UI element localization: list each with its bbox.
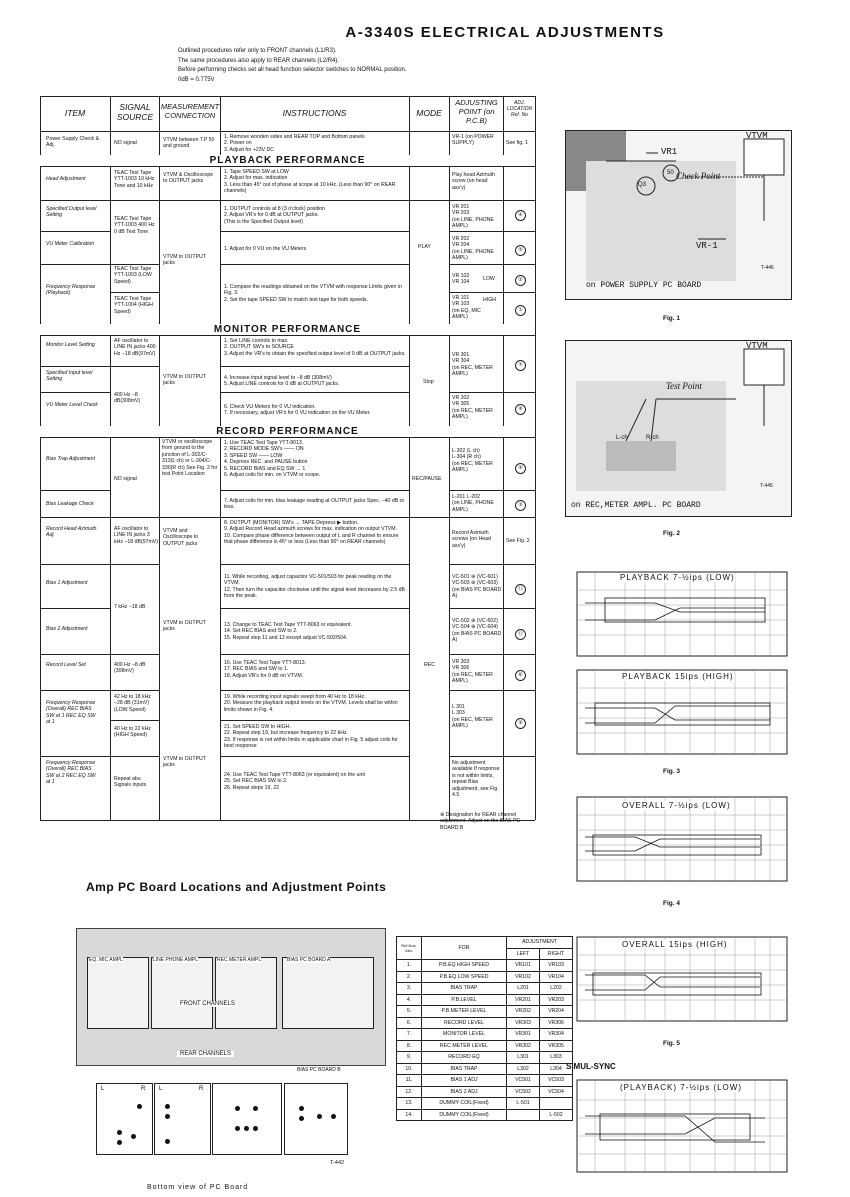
header-item: ITEM xyxy=(64,108,86,118)
loc-reclevel: ⑥ xyxy=(515,670,526,681)
fig2-test-point: Test Point xyxy=(666,381,702,391)
board-rec-meter xyxy=(215,957,277,1029)
instr-vumeter: 1. Adjust for 0 VU on the VU Meters xyxy=(224,246,307,252)
conn-recazi: VTVM and Oscilloscope to OUTPUT jacks xyxy=(163,528,199,547)
item-freq-playback: Frequency Response (Playback) xyxy=(46,284,96,297)
board-bias-a xyxy=(282,957,374,1029)
loc-biastrap: ⑨ xyxy=(515,463,526,474)
figure-4-label: Fig. 4 xyxy=(663,900,680,907)
ref-cell: 4. xyxy=(397,994,422,1006)
right-cell: VR203 xyxy=(540,994,573,1006)
for-cell: DUMMY COIL(Fixed) xyxy=(422,1098,507,1110)
item-specified-output: Specified Output level Setting xyxy=(46,206,97,219)
table-row xyxy=(397,1040,573,1052)
pin xyxy=(235,1126,240,1131)
amp-section-title: Amp PC Board Locations and Adjustment Points xyxy=(86,880,387,894)
bias-board-b-label: BIAS PC BOARD B xyxy=(297,1067,341,1073)
instr-power: 1. Remove wooden sides and REAR TOP and Bottom panels 2. Power on 3. Adjust for +23V DC xyxy=(224,134,365,153)
ref-cell: 10. xyxy=(397,1063,422,1075)
figure-5-label: Fig. 5 xyxy=(663,1040,680,1047)
conn-head: VTVM & Oscilloscope to OUTPUT jacks xyxy=(163,172,214,185)
left-cell: VR201 xyxy=(507,994,540,1006)
figure-1-photo xyxy=(565,130,792,300)
figure-2-label: Fig. 2 xyxy=(663,530,680,537)
header-measurement: MEASUREMENT CONNECTION xyxy=(160,102,220,120)
figure-3-label: Fig. 3 xyxy=(663,768,680,775)
instr-freqrec-1: 19. While recording input signals swept from 40 Hz to 18 kHz. 20. Measure the playback output levels on the VTVM, Levels shall be within limits shown in Fig. 4. xyxy=(224,694,398,713)
left-cell: L-501 xyxy=(507,1098,540,1110)
adj-input: VR 301 VR 304 (on REC, METER AMPL) xyxy=(452,352,493,378)
pin xyxy=(165,1104,170,1109)
signal-head: TEAC Test Tape YTT-1003 10 kHz Tone and 10 kHz xyxy=(114,170,155,189)
section-record: RECORD PERFORMANCE xyxy=(40,426,535,437)
signal-freqrec2: Repeat abv. Signals inputs xyxy=(114,776,147,789)
pin xyxy=(299,1106,304,1111)
bottom-board-3 xyxy=(212,1083,282,1155)
figure-2-photo xyxy=(565,340,792,517)
right-cell: L-502 xyxy=(540,1109,573,1121)
fig1-code: T-446 xyxy=(761,265,774,271)
left-cell: VR302 xyxy=(507,1040,540,1052)
left-cell: VR301 xyxy=(507,1029,540,1041)
table-row xyxy=(397,1017,573,1029)
table-row xyxy=(397,983,573,995)
pin xyxy=(317,1114,322,1119)
ref-cell: 12. xyxy=(397,1086,422,1098)
signal-recazi: AF oscillator to LINE IN jacks 3 kHz −18 dB(97mV) xyxy=(114,526,158,545)
for-cell: DUMMY COIL(Fixed) xyxy=(422,1109,507,1121)
for-cell: P.B.EQ LOW SPEED xyxy=(422,971,507,983)
table-row xyxy=(397,1006,573,1018)
for-cell: P.B.LEVEL xyxy=(422,994,507,1006)
col-adjustment: ADJUSTMENT xyxy=(507,937,573,949)
signal-specified: TEAC Test Tape YTT-1003 400 Hz 0 dB Test Tone xyxy=(114,216,155,235)
header-instructions: INSTRUCTIONS xyxy=(282,108,347,118)
board-line-phone xyxy=(151,957,213,1029)
adj-head: Play head Azimuth screw (on head ass'y) xyxy=(452,172,495,191)
left-cell: VC501 xyxy=(507,1075,540,1087)
figure-2-drawing xyxy=(566,341,791,516)
left-cell: L301 xyxy=(507,1052,540,1064)
adj-vulevel: VR 302 VR 305 (on REC, METER AMPL) xyxy=(452,395,493,421)
board-label-bias-a: BIAS PC BOARD A xyxy=(287,957,331,963)
intro-text xyxy=(178,47,407,85)
for-cell: P.B.METER LEVEL xyxy=(422,1006,507,1018)
item-bias-leakage: Bias Leakage Check xyxy=(46,501,94,507)
adj-freq-high: VR 101 VR 103 (on EQ, MIC AMPL) xyxy=(452,295,481,321)
loc-recazi: See Fig. 2 xyxy=(506,538,530,544)
adj-reclevel: VR 303 VR 306 (on REC, METER AMPL) xyxy=(452,659,493,685)
rear-channels-label: REAR CHANNELS xyxy=(177,1051,234,1057)
graph-simul-sync xyxy=(565,1078,790,1178)
right-cell: VR306 xyxy=(540,1017,573,1029)
page-title: A-3340S ELECTRICAL ADJUSTMENTS xyxy=(345,24,665,41)
loc-freqrec: ⑨ xyxy=(515,718,526,729)
adj-biastrap: L-302 (L ch) L-304 (R ch) (on REC, METER AMPL) xyxy=(452,448,493,474)
ref-cell: 7. xyxy=(397,1029,422,1041)
item-record-azimuth: Record Head Azimuth Adj. xyxy=(46,526,97,539)
adj-bias1: VC-501 ⊕ (VC-601) VC-503 ⊕ (VC-603) (on BIAS PC BOARD A) xyxy=(452,574,502,600)
left-cell: VR101 xyxy=(507,960,540,972)
for-cell: P.B.EQ HIGH SPEED xyxy=(422,960,507,972)
item-head-adjustment: Head Adjustment xyxy=(46,176,86,182)
table-row xyxy=(397,1029,573,1041)
instr-bias2: 13. Change to TEAC Test Tape YTT-8063 or equivalent. 14. Set REC BIAS and SW to 2. 15. Repeat step 11 and 12 except adjust VC-502/504. xyxy=(224,622,352,641)
section-playback: PLAYBACK PERFORMANCE xyxy=(40,155,535,166)
pin xyxy=(117,1140,122,1145)
right-cell: VR104 xyxy=(540,971,573,983)
conn-power: VTVM between T.P 50 and ground xyxy=(163,137,215,150)
board-label-eq-mic: EQ, MIC AMPL xyxy=(89,957,123,963)
intro-line: 0dB = 0.775V xyxy=(178,76,215,83)
bottom-board-2 xyxy=(154,1083,211,1155)
right-cell: VR305 xyxy=(540,1040,573,1052)
board-eq-mic xyxy=(87,957,149,1029)
adjustment-table xyxy=(40,96,535,820)
fig2-caption: on REC,METER AMPL. PC BOARD xyxy=(571,501,701,510)
instr-freqrec2: 24. Use TEAC Test Tape YTT-8063 (or equivalent) on the unit 25. Set REC BIAS SW to 2. 26. Repeat steps 19, 22 xyxy=(224,772,365,791)
for-cell: BIAS TRAP xyxy=(422,1063,507,1075)
loc-specified: ④ xyxy=(515,210,526,221)
graph-playback-high xyxy=(565,668,790,760)
pin xyxy=(235,1106,240,1111)
for-cell: BIAS TRAP xyxy=(422,983,507,995)
ref-cell: 5. xyxy=(397,1006,422,1018)
pin xyxy=(165,1139,170,1144)
right-cell: VC504 xyxy=(540,1086,573,1098)
ref-cell: 14. xyxy=(397,1109,422,1121)
conn-bias: VTVM to OUTPUT jacks xyxy=(163,620,206,633)
adj-specified: VR 201 VR 203 (on LINE, PHONE AMPL) xyxy=(452,204,494,230)
right-cell: L202 xyxy=(540,983,573,995)
right-cell: VC503 xyxy=(540,1075,573,1087)
board-label-line-phone: LINE PHONE AMPL xyxy=(153,957,199,963)
bottom-2-r: R xyxy=(199,1086,204,1092)
loc-freq-low: ② xyxy=(515,275,526,286)
fig1-tp50: 50 xyxy=(667,170,674,176)
adj-biasleak: L-201 L-202 (on LINE, PHONE AMPL) xyxy=(452,494,494,513)
fig2-code: T-445 xyxy=(760,483,773,489)
item-monitor-level: Monitor Level Setting xyxy=(46,342,95,348)
adjustment-location-table xyxy=(396,936,573,1121)
left-cell: L302 xyxy=(507,1063,540,1075)
ref-cell: 3. xyxy=(397,983,422,995)
table-row xyxy=(397,960,573,972)
item-input-level: Specified Input level Setting xyxy=(46,370,93,383)
loc-freq-high: ① xyxy=(515,305,526,316)
right-cell: VR304 xyxy=(540,1029,573,1041)
loc-bias2: ⑫ xyxy=(515,629,526,640)
graph-overall-low-title: OVERALL 7-½ips (LOW) xyxy=(622,801,731,810)
item-freq-overall-2: Frequency Response (Overall) REC BIAS SW at 2 REC EQ SW at 1 xyxy=(46,760,96,786)
bottom-board-1 xyxy=(96,1083,153,1155)
pin xyxy=(165,1114,170,1119)
ref-cell: 13. xyxy=(397,1098,422,1110)
col-ref: Ref.Nos. Abv. xyxy=(397,937,422,960)
bottom-view-caption: Bottom view of PC Board xyxy=(147,1184,249,1191)
adj-vumeter: VR 202 VR 204 (on LINE, PHONE AMPL) xyxy=(452,236,494,262)
left-cell: VR102 xyxy=(507,971,540,983)
instr-biastrap: 1. Use TEAC Test Tape YTT-8013. 2. RECORD MODE SW's —— ON 3. SPEED SW —— LOW 4. Depress REC. and PAUSE button 5. RECORD BIAS and EQ SW → 1 6. Adjust coils for min. on VTVM or scope. xyxy=(224,440,321,479)
conn-freqrec: VTVM to OUTPUT jacks xyxy=(163,756,206,769)
item-bias1: Bias 1 Adjustment xyxy=(46,580,88,586)
graph-playback-low-title: PLAYBACK 7-½ips (LOW) xyxy=(620,573,735,582)
intro-line: The same procedures also apply to REAR channels (L2/R4). xyxy=(178,57,340,64)
pin xyxy=(117,1130,122,1135)
fig2-lch: L-ch xyxy=(616,435,628,441)
ref-cell: 8. xyxy=(397,1040,422,1052)
bottom-1-r: R xyxy=(141,1086,146,1092)
table-row xyxy=(397,1086,573,1098)
pin xyxy=(244,1126,249,1131)
table-row xyxy=(397,971,573,983)
col-right: RIGHT xyxy=(540,948,573,960)
pin xyxy=(253,1106,258,1111)
instr-reclevel: 16. Use TEAC Test Tape YTT-8013. 17. REC BIAS and SW to 1. 18. Adjust VR's for 0 dB on VTVM. xyxy=(224,660,307,679)
header-mode: MODE xyxy=(416,108,442,118)
for-cell: RECORD EQ xyxy=(422,1052,507,1064)
signal-power: NO signal xyxy=(114,140,137,146)
instr-freq: 1. Compare the readings obtained on the VTVM with response Limits given in Fig. 3. 2. Set the tape SPEED SW to match test tape for both speeds. xyxy=(224,284,402,303)
instr-bias1: 11. While recording, adjust capacitor VC-501/503 for peak reading on the VTVM. 12. Then turn the capacitor clockwise until the signal level decreases by 2.5 dB from the peak. xyxy=(224,574,405,600)
right-cell: L303 xyxy=(540,1052,573,1064)
signal-freqrec-low: 42 Hz to 18 kHz −28 dB (31mV) (LOW Speed) xyxy=(114,694,151,713)
for-cell: BIAS 2 ADJ xyxy=(422,1086,507,1098)
figure-1-drawing xyxy=(566,131,791,299)
table-row xyxy=(397,1063,573,1075)
signal-reclevel: 400 Hz −8 dB (308mV) xyxy=(114,662,146,675)
item-power-supply: Power Supply Check & Adj. xyxy=(46,136,100,149)
loc-vulevel: ⑧ xyxy=(515,404,526,415)
mode-play: PLAY xyxy=(418,244,431,250)
conn-monitor: VTVM to OUTPUT jacks xyxy=(163,374,206,387)
intro-line: Outlined procedures refer only to FRONT channels (L1/R3). xyxy=(178,48,337,54)
mode-stop: Stop xyxy=(423,379,434,385)
signal-freqrec-high: 40 Hz to 22 kHz (HIGH Speed) xyxy=(114,726,151,739)
adj-recazi: Record Azimuth screws (on Head ass'y) xyxy=(452,530,491,549)
bottom-1-l: L xyxy=(101,1086,105,1092)
for-cell: MONITOR LEVEL xyxy=(422,1029,507,1041)
instr-biasleak: 7. Adjust coils for min. bias leakage reading at OUTPUT jacks Spec. −40 dB or less. xyxy=(224,498,405,511)
col-for: FOR xyxy=(422,937,507,960)
graph-overall-high-title: OVERALL 15ips (HIGH) xyxy=(622,940,728,949)
signal-freq-low: TEAC Test Tape YTT-1003 (LOW Speed) xyxy=(114,266,152,285)
simul-sync-label: SIMUL-SYNC xyxy=(566,1062,616,1071)
pcb-code: T-442 xyxy=(330,1160,345,1166)
board-label-rec-meter: REC METER AMPL xyxy=(217,957,262,963)
header-adjusting-point: ADJUSTING POINT (on P.C.B) xyxy=(455,98,498,125)
pin xyxy=(131,1134,136,1139)
section-monitor: MONITOR PERFORMANCE xyxy=(40,324,535,335)
pin xyxy=(299,1116,304,1121)
fig1-vr1-b: VR-1 xyxy=(696,241,718,251)
fig1-caption: on POWER SUPPLY PC BOARD xyxy=(586,281,702,290)
instr-head: 1. Tape SPEED SW at LOW 2. Adjust for max. indication 3. Less than 45° out of phase at scope at 10 kHz. (Less than 90° on REAR channels) xyxy=(224,169,396,195)
bottom-board-4 xyxy=(284,1083,348,1155)
item-vu-level-check: VU Meter Level Check xyxy=(46,402,98,408)
ref-cell: 6. xyxy=(397,1017,422,1029)
loc-bias1: ⑪ xyxy=(515,584,526,595)
amp-board-photo xyxy=(76,928,386,1073)
instr-vulevel: 6. Check VU Meters for 0 VU indication. 7. If necessary, adjust VR's for 0 VU indication on the VU Meter. xyxy=(224,404,371,417)
ref-cell: 2. xyxy=(397,971,422,983)
ref-cell: 9. xyxy=(397,1052,422,1064)
item-record-level: Record Level Set xyxy=(46,662,86,668)
adj-freq-low: VR 102 VR 104 xyxy=(452,273,470,286)
pin xyxy=(137,1104,142,1109)
loc-vumeter: ⑤ xyxy=(515,245,526,256)
fig1-q3: Q3 xyxy=(638,182,647,188)
instr-freqrec-2: 21. Set SPEED SW to HIGH. 22. Repeat step 19, but increase frequency to 22 kHz. 23. If response is not within limits in applicable chart in Fig. 5 adjust coils for best response xyxy=(224,724,398,750)
signal-bias: 7 kHz −18 dB xyxy=(114,604,146,610)
graph-simul-sync-title: (PLAYBACK) 7-½ips (LOW) xyxy=(620,1083,742,1092)
left-cell: VR202 xyxy=(507,1006,540,1018)
conn-biastrap: VTVM or oscilloscope from ground to the junction of L-302/C-313(L ch) or L-304/C-330(R ch) See Fig. 2 for test Point Location xyxy=(162,439,218,478)
adj-bias2: VC-502 ⊕ (VC-602) VC-504 ⊕ (VC-604) (on BIAS PC BOARD A) xyxy=(452,618,502,644)
fig1-vtvm: VTVM xyxy=(746,131,768,141)
table-row xyxy=(397,1075,573,1087)
fig1-vr1: VR1 xyxy=(661,147,678,157)
signal-monitor: AF oscillator to LINE IN jacks 400 Hz −18 dB(97mV) xyxy=(114,338,156,357)
instr-monitor: 1. Set LINE controls to max. 2. OUTPUT SW's to SOURCE 3. Adjust the VR's to obtain the specified output level of 0 dB at OUTPUT jacks. xyxy=(224,338,406,357)
adj-power: VR-1 (on POWER SUPPLY) xyxy=(452,134,494,147)
table-row xyxy=(397,1109,573,1121)
adj-freqrec2: No adjustment available If response is not within limits, repeat Bias adjustment, see Fig. 4.5 xyxy=(452,760,500,799)
item-bias-trap: Bias Trap Adjustment xyxy=(46,456,96,462)
left-cell: L201 xyxy=(507,983,540,995)
pin xyxy=(331,1114,336,1119)
pin xyxy=(253,1126,258,1131)
right-cell: VR103 xyxy=(540,960,573,972)
loc-input: ⑦ xyxy=(515,360,526,371)
mode-rec: REC xyxy=(424,662,435,668)
conn-freq: VTVM to OUTPUT jacks xyxy=(163,254,206,267)
adj-freqrec: L 301 L 303 (on REC, METER AMPL) xyxy=(452,704,493,730)
ref-cell: 1. xyxy=(397,960,422,972)
adj-freq-high-tag: HIGH xyxy=(483,297,496,303)
instr-specified: 1. OUTPUT controls at 8 (3 o'clock) position 2. Adjust VR's for 0 dB at OUTPUT jacks. (This is the Specified Output level) xyxy=(224,206,325,225)
left-cell: VC502 xyxy=(507,1086,540,1098)
graph-playback-high-title: PLAYBACK 15ips (HIGH) xyxy=(622,672,734,681)
loc-power: See fig. 1 xyxy=(506,140,528,146)
ref-cell: 11. xyxy=(397,1075,422,1087)
instr-recazi: 8. OUTPUT (MONITOR) SW's → TAPE Depress ▶ button. 9. Adjust Record Head azimuth screws for max. indication on output VTVM. 10. Compare phase difference between output of L and R channel to ensure that phase difference is 45° or less (Less than 90° on REAR channels) xyxy=(224,520,399,546)
table-row xyxy=(397,1052,573,1064)
instr-input: 4. Increase input signal level to −8 dB (308mV) 5. Adjust LINE controls for 0 dB at OUTPUT jacks. xyxy=(224,375,340,388)
table-row xyxy=(397,994,573,1006)
figure-1-label: Fig. 1 xyxy=(663,315,680,322)
item-bias2: Bias 2 Adjustment xyxy=(46,626,88,632)
adj-freq-low-tag: LOW xyxy=(483,276,495,282)
left-cell: VR303 xyxy=(507,1017,540,1029)
right-cell: VR204 xyxy=(540,1006,573,1018)
footnote: ⊕ Designation for REAR channel adjustment. Adjust on the BIAS PC BOARD B xyxy=(440,812,521,831)
signal-vulevel: 400 Hz −8 dB(308mV) xyxy=(114,392,141,405)
item-vu-calibration: VU Meter Calibration xyxy=(46,241,95,247)
graph-playback-low xyxy=(565,570,790,662)
table-row xyxy=(397,1098,573,1110)
signal-freq-high: TEAC Test Tape YTT-1004 (HIGH Speed) xyxy=(114,296,153,315)
fig2-vtvm: VTVM xyxy=(746,341,768,351)
fig2-rch: R-ch xyxy=(646,435,659,441)
front-channels-label: FRONT CHANNELS xyxy=(177,1001,238,1007)
header-signal: SIGNAL SOURCE xyxy=(116,102,154,122)
for-cell: RECORD LEVEL xyxy=(422,1017,507,1029)
right-cell: L304 xyxy=(540,1063,573,1075)
for-cell: REC METER LEVEL xyxy=(422,1040,507,1052)
fig1-check-point: Check Point xyxy=(676,171,721,181)
bottom-2-l: L xyxy=(159,1086,163,1092)
signal-biastrap: NO signal xyxy=(114,476,137,482)
intro-line: Before performing checks set all head function selector switches to NORMAL position. xyxy=(178,67,407,73)
right-cell xyxy=(540,1098,573,1110)
header-location: ADJ. LOCATION Ref. No xyxy=(506,100,533,118)
loc-biasleak: ③ xyxy=(515,500,526,511)
left-cell xyxy=(507,1109,540,1121)
mode-rec-pause: REC/PAUSE xyxy=(412,476,442,482)
item-freq-overall-1: Frequency Response (Overall) REC BIAS SW at 1 REC EQ SW at 1 xyxy=(46,700,96,726)
col-left: LEFT xyxy=(507,948,540,960)
for-cell: BIAS 1 ADJ xyxy=(422,1075,507,1087)
